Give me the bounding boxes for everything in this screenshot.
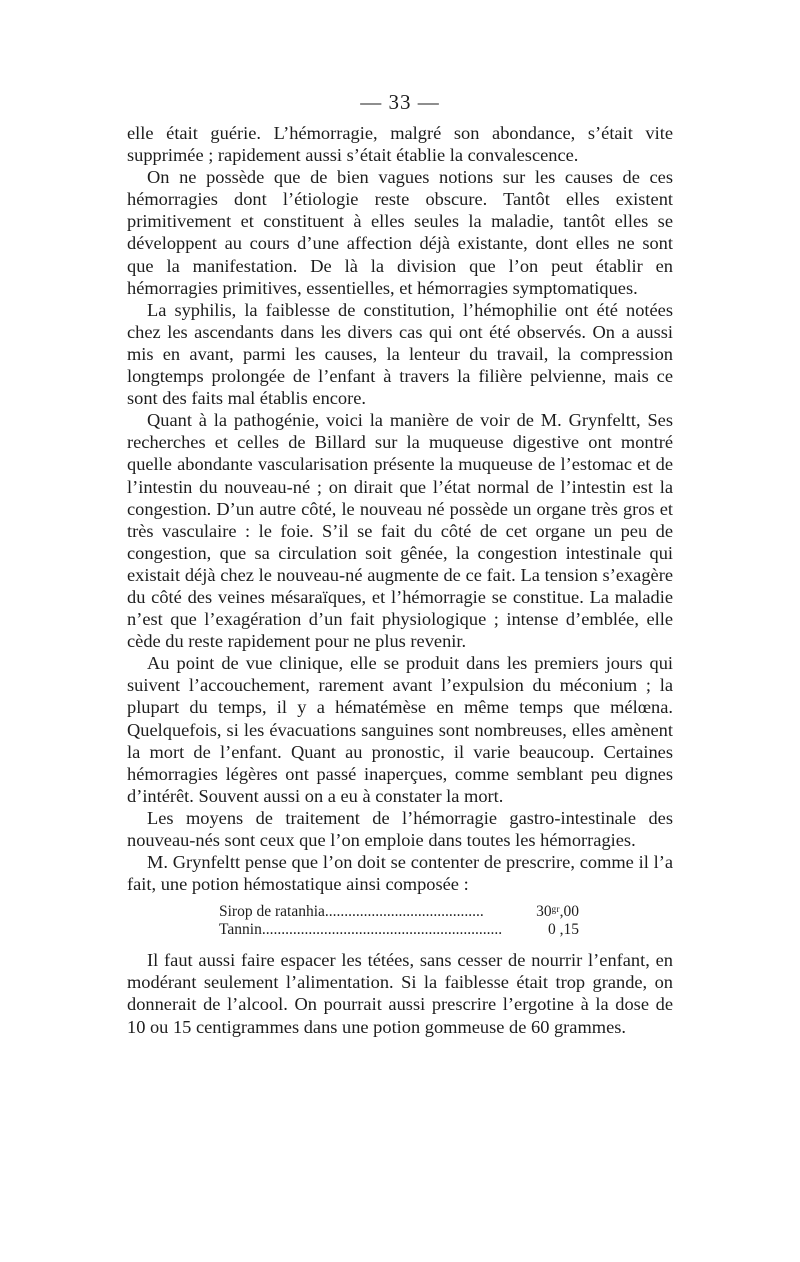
paragraph-1: elle était guérie. L’hémorragie, malgré son abondance, s’était vite supprimée ; rapidement aussi s’était établie la convalescence. xyxy=(127,123,673,166)
prescription-row xyxy=(219,921,579,939)
ingredient-quantity: 0 ,15 xyxy=(548,921,579,939)
paragraph-2: On ne possède que de bien vagues notions sur les causes de ces hémorragies dont l’étiologie reste obscure. Tantôt elles existent primitivement et constituent à elles seules la maladie, tantôt elles se développent au cours d’une affection déjà existante, dont elles ne sont que la manifestation. De là la division que l’on peut établir en hémorragies primitives, essentielles, et hémorragies symptomatiques. xyxy=(127,167,673,298)
prescription-row xyxy=(219,903,579,921)
prescription-table xyxy=(219,903,579,939)
paragraph-7: M. Grynfeltt pense que l’on doit se contenter de prescrire, comme il l’a fait, une potion hémostatique ainsi composée : xyxy=(127,852,673,895)
paragraph-6: Les moyens de traitement de l’hémorragie gastro-intestinale des nouveau-nés sont ceux que l’on emploie dans toutes les hémorragies. xyxy=(127,807,673,850)
closing-paragraph: Il faut aussi faire espacer les tétées, sans cesser de nourrir l’enfant, en modérant seulement l’alimentation. Si la faiblesse était trop grande, on donnerait de l’alcool. On pourrait aussi prescrire l’ergotine à la dose de 10 ou 15 centigrammes dans une potion gommeuse de 60 grammes. xyxy=(127,950,673,1037)
paragraph-4: Quant à la pathogénie, voici la manière de voir de M. Grynfeltt, Ses recherches et celles de Billard sur la muqueuse digestive ont montré quelle abondante vascularisation présente la muqueuse de l’estomac et de l’intestin du nouveau-né ; on dirait que l’état normal de l’intestin est la congestion. D’un autre côté, le nouveau né possède un organe très gros et très vasculaire : le foie. S’il se fait du côté de cet organe un peu de congestion, que sa circulation soit gênée, la congestion intestinale qui existait déjà chez le nouveau-né augmente de ce fait. La tension s’exagère du côté des veines mésaraïques, et l’hémorragie se constitue. La maladie n’est que l’exagération d’un fait physiologique ; intense d’emblée, elle cède du reste rapidement pour ne plus revenir. xyxy=(127,410,673,652)
ingredient-name: Sirop de ratanhia......................................... xyxy=(219,903,484,921)
page-number-header: — 33 — xyxy=(360,90,440,114)
body-text xyxy=(127,122,673,1038)
ingredient-name: Tannin.............................................................. xyxy=(219,921,503,939)
ingredient-quantity: 30ᵍʳ,00 xyxy=(536,903,579,921)
paragraph-3: La syphilis, la faiblesse de constitution, l’hémophilie ont été notées chez les ascendants dans les divers cas qui ont été observés. On a aussi mis en avant, parmi les causes, la lenteur du travail, la compression longtemps prolongée de l’enfant à travers la filière pelvienne, mais ce sont des faits mal établis encore. xyxy=(127,299,673,409)
paragraph-5: Au point de vue clinique, elle se produit dans les premiers jours qui suivent l’accouchement, rarement avant l’expulsion du méconium ; la plupart du temps, il y a hématémèse en même temps que mélœna. Quelquefois, si les évacuations sanguines sont nombreuses, elles amènent la mort de l’enfant. Quant au pronostic, il varie beaucoup. Certaines hémorragies légères ont passé inaperçues, comme semblant peu dignes d’intérêt. Souvent aussi on a eu à constater la mort. xyxy=(127,653,673,806)
